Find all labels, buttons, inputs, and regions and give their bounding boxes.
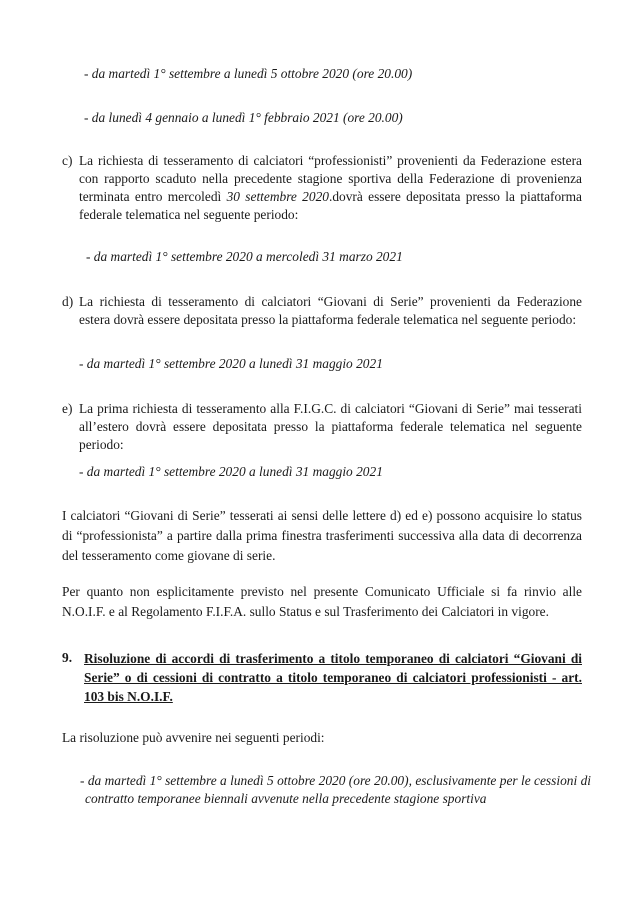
item-text [79, 152, 582, 224]
period-line: - da martedì 1° settembre a lunedì 5 ottobre 2020 (ore 20.00), esclusivamente per le cessioni di contratto temporanee biennali avvenute nella precedente stagione sportiva [80, 773, 591, 806]
section-title: Risoluzione di accordi di trasferimento a titolo temporaneo di calciatori “Giovani di Serie” o di cessioni di contratto a titolo temporaneo di calciatori professionisti - art. 103 bis N.O.I.F. [84, 651, 582, 704]
rinvio-paragraph: Per quanto non esplicitamente previsto nel presente Comunicato Ufficiale si fa rinvio alle N.O.I.F. e al Regolamento F.I.F.A. sullo Status e sul Trasferimento dei Calciatori in vigore. [62, 584, 582, 619]
period-line: - da martedì 1° settembre 2020 a lunedì 31 maggio 2021 [79, 356, 383, 371]
item-date: 30 settembre 2020 [226, 189, 329, 204]
item-label: c) [62, 153, 73, 168]
risoluzione-paragraph: La risoluzione può avvenire nei seguenti periodi: [62, 730, 325, 745]
period-line: - da martedì 1° settembre 2020 a mercoledì 31 marzo 2021 [86, 249, 403, 264]
period-line: - da martedì 1° settembre 2020 a lunedì 31 maggio 2021 [79, 464, 383, 479]
item-label: d) [62, 294, 74, 309]
period-line: - da martedì 1° settembre a lunedì 5 ottobre 2020 (ore 20.00) [84, 66, 413, 81]
item-text: La prima richiesta di tesseramento alla F.I.G.C. di calciatori “Giovani di Serie” mai tesserati all’estero dovrà essere depositata presso la piattaforma federale telematica nel seguente periodo: [79, 401, 582, 452]
list-item-d [62, 293, 582, 329]
list-item-e [62, 400, 582, 454]
section-number: 9. [62, 650, 73, 665]
status-paragraph: I calciatori “Giovani di Serie” tesserati ai sensi delle lettere d) ed e) possono acquisire lo status di “professionista” a partire dalla prima finestra trasferimenti successiva alla data di decorrenza del tesseramento come giovane di serie. [62, 508, 582, 563]
period-line: - da lunedì 4 gennaio a lunedì 1° febbraio 2021 (ore 20.00) [84, 110, 403, 125]
item-label: e) [62, 401, 73, 416]
item-text-part: La richiesta di tesseramento di calciatori “professionisti” provenienti da Federazione estera con rapporto scaduto nella precedente stagione sportiva della Federazione di provenienza terminata entro mercoledì [79, 153, 582, 204]
item-text: La richiesta di tesseramento di calciatori “Giovani di Serie” provenienti da Federazione estera dovrà essere depositata presso la piattaforma federale telematica nel seguente periodo: [79, 294, 582, 327]
item-text-part: .dovrà essere depositata presso la piattaforma federale telematica nel seguente periodo: [79, 189, 583, 222]
list-item-c [62, 152, 582, 224]
